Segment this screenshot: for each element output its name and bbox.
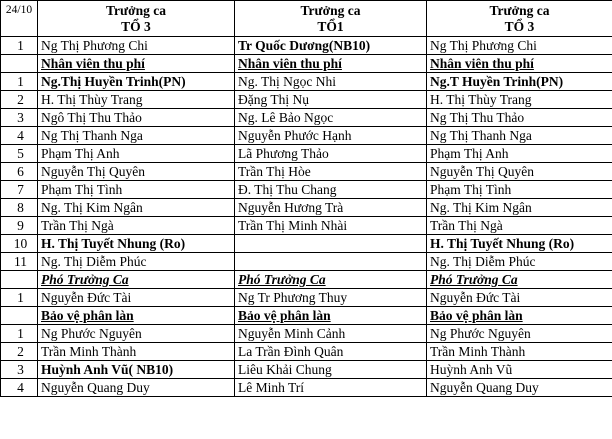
cell-col3: Ng. Thị Diễm Phúc bbox=[427, 253, 612, 271]
cell-col2: Liêu Khải Chung bbox=[235, 361, 427, 379]
cell-col1: Nguyễn Quang Duy bbox=[38, 379, 235, 397]
section-label: Phó Trưởng Ca bbox=[235, 271, 427, 289]
cell-col2: Nguyễn Hương Trà bbox=[235, 199, 427, 217]
section-label: Bảo vệ phân làn bbox=[235, 307, 427, 325]
header-row bbox=[1, 1, 612, 37]
cell-col1: Ngô Thị Thu Thảo bbox=[38, 109, 235, 127]
cell-col2: Lã Phương Thảo bbox=[235, 145, 427, 163]
row-number: 1 bbox=[1, 73, 38, 91]
cell-col2: Nguyễn Minh Cảnh bbox=[235, 325, 427, 343]
section-row bbox=[1, 271, 612, 289]
cell-col3: Nguyễn Thị Quyên bbox=[427, 163, 612, 181]
cell-col2: La Trần Đình Quân bbox=[235, 343, 427, 361]
section-label: Nhân viên thu phí bbox=[235, 55, 427, 73]
table-row bbox=[1, 127, 612, 145]
table-row bbox=[1, 91, 612, 109]
row-number: 5 bbox=[1, 145, 38, 163]
cell-col1: Ng Thị Phương Chi bbox=[38, 37, 235, 55]
column-title: Trưởng ca bbox=[106, 2, 166, 18]
column-title: Trưởng ca bbox=[489, 2, 550, 18]
row-number: 10 bbox=[1, 235, 38, 253]
section-label: Phó Trưởng Ca bbox=[427, 271, 612, 289]
cell-col2: Trần Thị Hòe bbox=[235, 163, 427, 181]
cell-col1: Trần Thị Ngà bbox=[38, 217, 235, 235]
row-number bbox=[1, 307, 38, 325]
cell-col2: Tr Quốc Dương(NB10) bbox=[235, 37, 427, 55]
table-row bbox=[1, 253, 612, 271]
column-team: TỔ 3 bbox=[504, 18, 535, 34]
cell-col3: Nguyễn Quang Duy bbox=[427, 379, 612, 397]
row-number: 3 bbox=[1, 361, 38, 379]
cell-col2: Đặng Thị Nụ bbox=[235, 91, 427, 109]
cell-col3: Ng.T Huyền Trinh(PN) bbox=[427, 73, 612, 91]
row-number: 6 bbox=[1, 163, 38, 181]
row-number: 8 bbox=[1, 199, 38, 217]
row-number: 4 bbox=[1, 379, 38, 397]
cell-col3: Huỳnh Anh Vũ bbox=[427, 361, 612, 379]
table-row bbox=[1, 37, 612, 55]
cell-col3: Trần Thị Ngà bbox=[427, 217, 612, 235]
table-row bbox=[1, 109, 612, 127]
cell-col1: Phạm Thị Tình bbox=[38, 181, 235, 199]
row-number: 3 bbox=[1, 109, 38, 127]
cell-col1: H. Thị Thùy Trang bbox=[38, 91, 235, 109]
cell-col2: Ng Tr Phương Thuy bbox=[235, 289, 427, 307]
cell-col1: Nguyễn Thị Quyên bbox=[38, 163, 235, 181]
row-number: 2 bbox=[1, 343, 38, 361]
cell-col3: Nguyễn Đức Tài bbox=[427, 289, 612, 307]
section-label: Nhân viên thu phí bbox=[38, 55, 235, 73]
cell-col3: Ng Thị Phương Chi bbox=[427, 37, 612, 55]
section-label: Bảo vệ phân làn bbox=[427, 307, 612, 325]
cell-col2: Ng. Lê Bảo Ngọc bbox=[235, 109, 427, 127]
cell-col3: Phạm Thị Anh bbox=[427, 145, 612, 163]
row-number: 11 bbox=[1, 253, 38, 271]
cell-col1: Ng Thị Thanh Nga bbox=[38, 127, 235, 145]
table-row bbox=[1, 145, 612, 163]
cell-col1: Phạm Thị Anh bbox=[38, 145, 235, 163]
cell-col3: H. Thị Tuyết Nhung (Ro) bbox=[427, 235, 612, 253]
row-number: 9 bbox=[1, 217, 38, 235]
table-row bbox=[1, 325, 612, 343]
section-row bbox=[1, 55, 612, 73]
row-number bbox=[1, 55, 38, 73]
table-row bbox=[1, 199, 612, 217]
cell-col1: Ng. Thị Kim Ngân bbox=[38, 199, 235, 217]
cell-col2: Đ. Thị Thu Chang bbox=[235, 181, 427, 199]
column-header-3 bbox=[427, 1, 612, 37]
cell-col2: Trần Thị Minh Nhài bbox=[235, 217, 427, 235]
table-row bbox=[1, 163, 612, 181]
row-number: 1 bbox=[1, 289, 38, 307]
row-number: 7 bbox=[1, 181, 38, 199]
column-title: Trưởng ca bbox=[300, 2, 361, 18]
cell-col3: Ng Thị Thu Thảo bbox=[427, 109, 612, 127]
column-header-1 bbox=[38, 1, 235, 37]
table-row bbox=[1, 181, 612, 199]
cell-col3: Trần Minh Thành bbox=[427, 343, 612, 361]
section-row bbox=[1, 307, 612, 325]
cell-col3: Phạm Thị Tình bbox=[427, 181, 612, 199]
section-label: Bảo vệ phân làn bbox=[38, 307, 235, 325]
table-row bbox=[1, 217, 612, 235]
table-row bbox=[1, 343, 612, 361]
section-label: Nhân viên thu phí bbox=[427, 55, 612, 73]
row-number: 1 bbox=[1, 325, 38, 343]
table-row bbox=[1, 289, 612, 307]
cell-col1: Nguyễn Đức Tài bbox=[38, 289, 235, 307]
cell-col1: Ng.Thị Huyền Trinh(PN) bbox=[38, 73, 235, 91]
table-row bbox=[1, 73, 612, 91]
cell-col3: H. Thị Thùy Trang bbox=[427, 91, 612, 109]
column-header-2 bbox=[235, 1, 427, 37]
table-row bbox=[1, 361, 612, 379]
cell-col2: Ng. Thị Ngọc Nhi bbox=[235, 73, 427, 91]
cell-col2: Lê Minh Trí bbox=[235, 379, 427, 397]
cell-col3: Ng Phước Nguyên bbox=[427, 325, 612, 343]
cell-col2: Nguyễn Phước Hạnh bbox=[235, 127, 427, 145]
row-number: 4 bbox=[1, 127, 38, 145]
table-row bbox=[1, 235, 612, 253]
cell-col2 bbox=[235, 253, 427, 271]
cell-col1: Ng Phước Nguyên bbox=[38, 325, 235, 343]
column-team: TỔ1 bbox=[317, 18, 344, 34]
row-number bbox=[1, 271, 38, 289]
date-cell: 24/10 bbox=[1, 1, 38, 37]
cell-col1: Huỳnh Anh Vũ( NB10) bbox=[38, 361, 235, 379]
row-number: 1 bbox=[1, 37, 38, 55]
cell-col2 bbox=[235, 235, 427, 253]
cell-col3: Ng. Thị Kim Ngân bbox=[427, 199, 612, 217]
section-label: Phó Trưởng Ca bbox=[38, 271, 235, 289]
cell-col1: H. Thị Tuyết Nhung (Ro) bbox=[38, 235, 235, 253]
cell-col3: Ng Thị Thanh Nga bbox=[427, 127, 612, 145]
cell-col1: Ng. Thị Diễm Phúc bbox=[38, 253, 235, 271]
column-team: TỔ 3 bbox=[121, 18, 151, 34]
row-number: 2 bbox=[1, 91, 38, 109]
cell-col1: Trần Minh Thành bbox=[38, 343, 235, 361]
table-row bbox=[1, 379, 612, 397]
